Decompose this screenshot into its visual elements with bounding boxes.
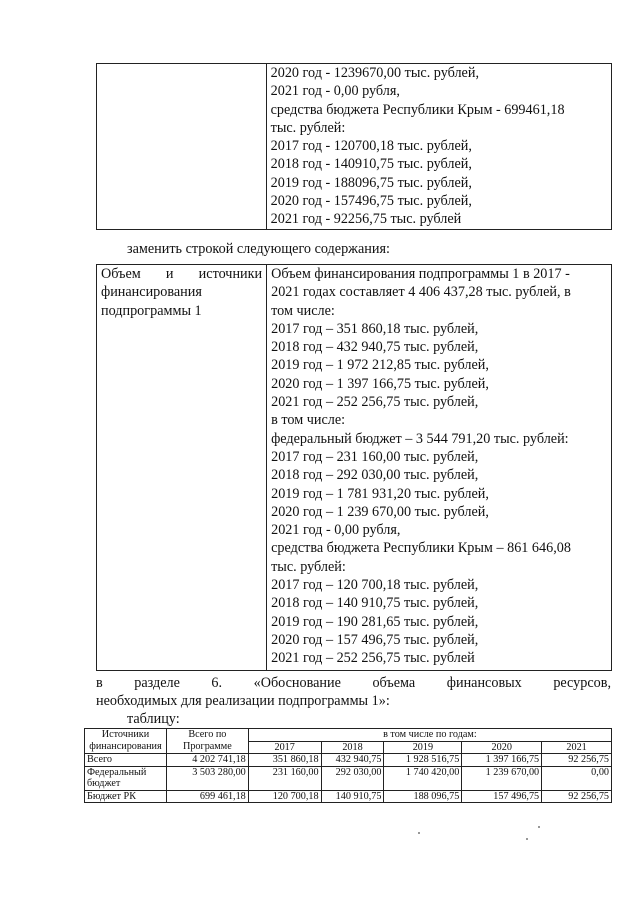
row-value: 0,00 bbox=[542, 766, 612, 790]
header-year: 2018 bbox=[321, 741, 384, 754]
scan-speck bbox=[538, 826, 540, 828]
new-box-line: 2018 год – 292 030,00 тыс. рублей, bbox=[271, 467, 479, 484]
old-box-line: 2021 год - 0,00 рубля, bbox=[270, 83, 400, 100]
new-box-line: 2017 год – 351 860,18 тыс. рублей, bbox=[271, 320, 479, 337]
label-line-2: финансирования bbox=[101, 284, 202, 301]
new-box-content-cell bbox=[267, 265, 612, 671]
row-total: 3 503 280,00 bbox=[166, 766, 248, 790]
new-box-line: 2020 год – 157 496,75 тыс. рублей, bbox=[271, 631, 479, 648]
row-value: 120 700,18 bbox=[248, 790, 321, 803]
row-value: 92 256,75 bbox=[542, 754, 612, 767]
scan-speck bbox=[418, 832, 420, 834]
row-value: 188 096,75 bbox=[384, 790, 462, 803]
header-year: 2017 bbox=[248, 741, 321, 754]
row-value: 1 740 420,00 bbox=[384, 766, 462, 790]
section-paragraph-line-1: в разделе 6. «Обоснование объема финансовых ресурсов, bbox=[96, 675, 611, 691]
new-box-line: 2020 год – 1 397 166,75 тыс. рублей, bbox=[271, 375, 489, 392]
new-box-label bbox=[101, 265, 262, 320]
row-value: 92 256,75 bbox=[542, 790, 612, 803]
new-box-line: 2021 годах составляет 4 406 437,28 тыс. рублей, в bbox=[271, 284, 571, 301]
old-box-line: 2018 год - 140910,75 тыс. рублей, bbox=[270, 156, 472, 173]
section-paragraph-line-2: необходимых для реализации подпрограммы 1»: bbox=[96, 693, 390, 709]
old-box-lines bbox=[271, 64, 607, 229]
funding-box-old bbox=[96, 63, 612, 230]
row-value: 292 030,00 bbox=[321, 766, 384, 790]
row-value: 1 239 670,00 bbox=[462, 766, 542, 790]
header-year: 2021 bbox=[542, 741, 612, 754]
header-total: Всего по Программе bbox=[166, 729, 248, 754]
new-box-line: федеральный бюджет – 3 544 791,20 тыс. рублей: bbox=[271, 430, 569, 447]
row-source: Всего bbox=[85, 754, 167, 767]
row-total: 4 202 741,18 bbox=[166, 754, 248, 767]
table-row bbox=[85, 754, 612, 767]
row-value: 140 910,75 bbox=[321, 790, 384, 803]
old-box-line: средства бюджета Республики Крым - 699461,18 bbox=[270, 101, 565, 118]
row-value: 351 860,18 bbox=[248, 754, 321, 767]
row-value: 157 496,75 bbox=[462, 790, 542, 803]
row-total: 699 461,18 bbox=[166, 790, 248, 803]
old-box-line: тыс. рублей: bbox=[270, 119, 346, 136]
scan-speck bbox=[526, 838, 528, 840]
new-box-line: 2017 год – 231 160,00 тыс. рублей, bbox=[271, 448, 479, 465]
financing-table bbox=[84, 728, 612, 803]
new-box-line: в том числе: bbox=[271, 412, 346, 429]
new-box-line: 2019 год – 190 281,65 тыс. рублей, bbox=[271, 613, 479, 630]
new-box-line: 2021 год – 252 256,75 тыс. рублей bbox=[271, 650, 475, 667]
old-box-line: 2020 год - 1239670,00 тыс. рублей, bbox=[270, 65, 479, 81]
header-source: Источники финансирования bbox=[85, 729, 167, 754]
table-row bbox=[85, 766, 612, 790]
funding-box-new bbox=[96, 264, 612, 671]
new-box-line: том числе: bbox=[271, 302, 335, 319]
table-row bbox=[85, 790, 612, 803]
old-box-line: 2020 год - 157496,75 тыс. рублей, bbox=[270, 193, 472, 210]
row-source: Бюджет РК bbox=[85, 790, 167, 803]
old-box-content-cell bbox=[266, 64, 611, 230]
old-box-label-cell bbox=[97, 64, 267, 230]
new-box-line: 2018 год – 432 940,75 тыс. рублей, bbox=[271, 339, 479, 356]
new-box-line: 2018 год – 140 910,75 тыс. рублей, bbox=[271, 595, 479, 612]
old-box-line: 2021 год - 92256,75 тыс. рублей bbox=[270, 211, 462, 228]
old-box-line: 2019 год - 188096,75 тыс. рублей, bbox=[270, 174, 472, 191]
section-paragraph-line-3: таблицу: bbox=[127, 711, 180, 727]
row-value: 1 397 166,75 bbox=[462, 754, 542, 767]
replace-instruction: заменить строкой следующего содержания: bbox=[127, 241, 390, 257]
new-box-label-cell bbox=[97, 265, 267, 671]
new-box-line: средства бюджета Республики Крым – 861 646,08 bbox=[271, 540, 571, 557]
label-line-1: Объем и источники bbox=[101, 266, 263, 282]
header-year: 2020 bbox=[462, 741, 542, 754]
label-line-3: подпрограммы 1 bbox=[101, 302, 202, 319]
new-box-line: 2021 год – 252 256,75 тыс. рублей, bbox=[271, 394, 479, 411]
new-box-line: Объем финансирования подпрограммы 1 в 2017 - bbox=[271, 266, 570, 282]
new-box-line: тыс. рублей: bbox=[271, 558, 346, 575]
row-value: 231 160,00 bbox=[248, 766, 321, 790]
row-value: 432 940,75 bbox=[321, 754, 384, 767]
header-by-years: в том числе по годам: bbox=[248, 729, 611, 742]
new-box-line: 2019 год – 1 781 931,20 тыс. рублей, bbox=[271, 485, 489, 502]
new-box-line: 2019 год – 1 972 212,85 тыс. рублей, bbox=[271, 357, 489, 374]
new-box-line: 2021 год - 0,00 рубля, bbox=[271, 522, 401, 539]
row-source: Федеральный бюджет bbox=[85, 766, 167, 790]
old-box-line: 2017 год - 120700,18 тыс. рублей, bbox=[270, 138, 472, 155]
header-year: 2019 bbox=[384, 741, 462, 754]
new-box-line: 2020 год – 1 239 670,00 тыс. рублей, bbox=[271, 503, 489, 520]
new-box-line: 2017 год – 120 700,18 тыс. рублей, bbox=[271, 577, 479, 594]
row-value: 1 928 516,75 bbox=[384, 754, 462, 767]
